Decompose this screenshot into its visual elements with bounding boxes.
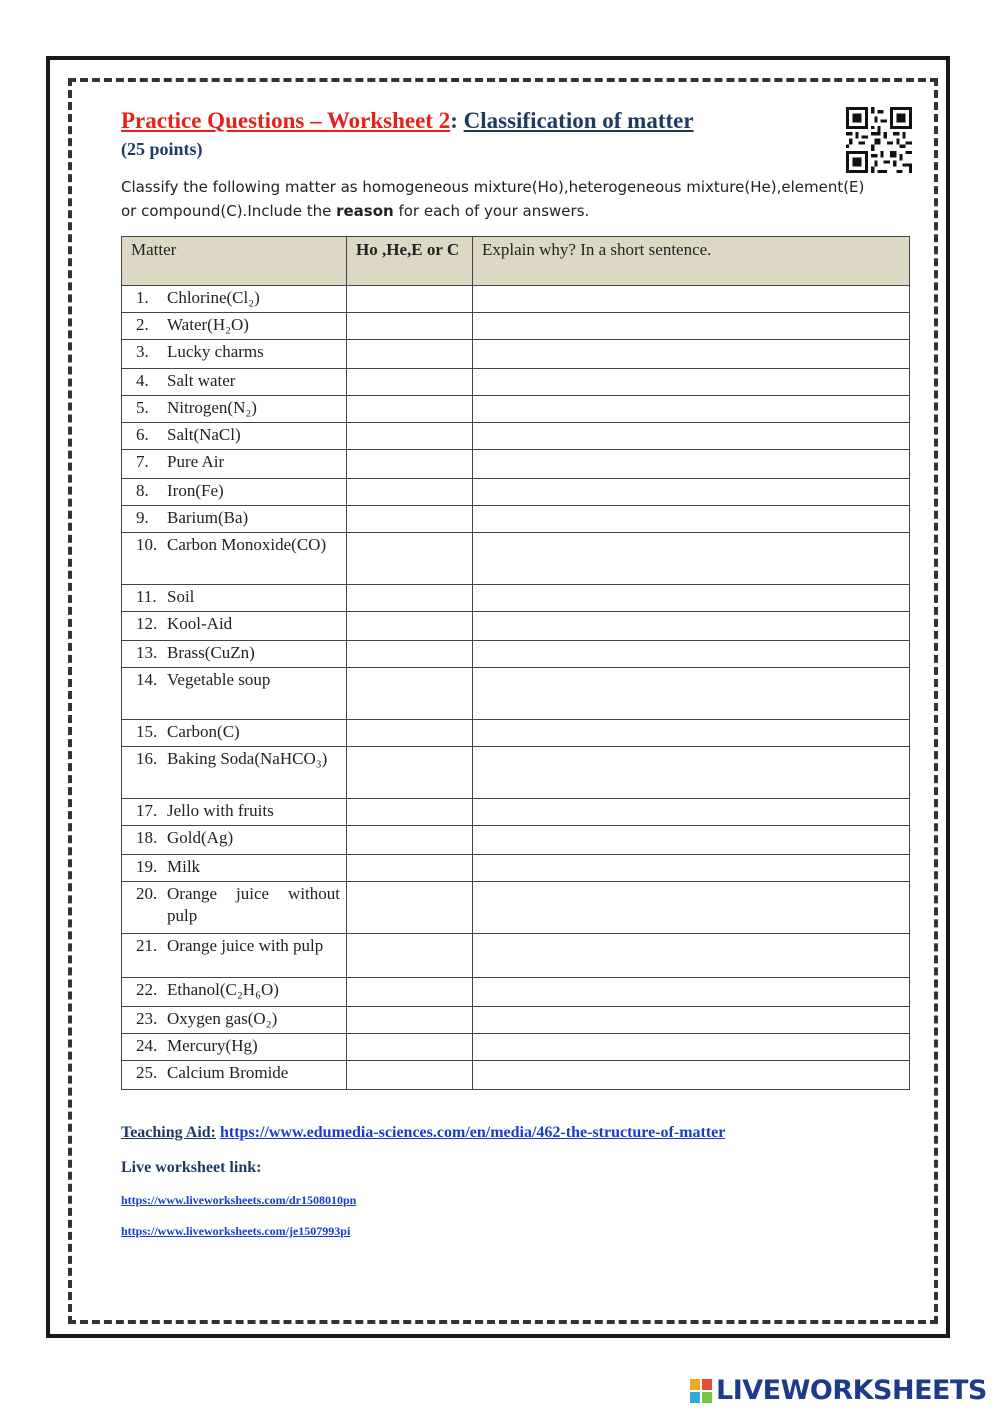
classification-answer-cell[interactable] bbox=[347, 641, 473, 668]
header-matter: Matter bbox=[122, 237, 347, 286]
row-number: 12. bbox=[136, 614, 158, 633]
matter-cell bbox=[122, 668, 347, 720]
table-row bbox=[122, 450, 910, 479]
classification-answer-cell[interactable] bbox=[347, 506, 473, 533]
table-row bbox=[122, 286, 910, 313]
matter-name: Salt(NaCl) bbox=[167, 425, 241, 444]
explanation-answer-cell[interactable] bbox=[473, 423, 910, 450]
row-number: 11. bbox=[136, 587, 157, 606]
matter-name: Salt water bbox=[167, 371, 236, 390]
title-worksheet-number: Practice Questions – Worksheet 2 bbox=[121, 108, 451, 133]
matter-cell bbox=[122, 369, 347, 396]
matter-name: Iron(Fe) bbox=[167, 481, 224, 500]
matter-name: Gold(Ag) bbox=[167, 828, 234, 847]
matter-name: Carbon(C) bbox=[167, 722, 240, 741]
row-number: 25. bbox=[136, 1063, 158, 1082]
matter-cell bbox=[122, 506, 347, 533]
classification-answer-cell[interactable] bbox=[347, 826, 473, 855]
explanation-answer-cell[interactable] bbox=[473, 585, 910, 612]
instructions-line1: Classify the following matter as homogeneous mixture(Ho),heterogeneous mixture(He),element(E) bbox=[121, 178, 865, 196]
explanation-answer-cell[interactable] bbox=[473, 479, 910, 506]
explanation-answer-cell[interactable] bbox=[473, 978, 910, 1007]
row-number: 9. bbox=[136, 508, 149, 527]
classification-answer-cell[interactable] bbox=[347, 369, 473, 396]
explanation-answer-cell[interactable] bbox=[473, 1034, 910, 1061]
row-number: 17. bbox=[136, 801, 158, 820]
points-label: (25 points) bbox=[121, 139, 203, 159]
classification-answer-cell[interactable] bbox=[347, 1034, 473, 1061]
classification-answer-cell[interactable] bbox=[347, 585, 473, 612]
liveworksheets-logo-icon bbox=[690, 1379, 712, 1403]
explanation-answer-cell[interactable] bbox=[473, 313, 910, 340]
explanation-answer-cell[interactable] bbox=[473, 506, 910, 533]
row-number: 8. bbox=[136, 481, 149, 500]
matter-name: Oxygen gas(O₂) bbox=[167, 1009, 278, 1028]
table-row bbox=[122, 978, 910, 1007]
reason-emphasis: reason bbox=[336, 202, 394, 220]
table-row bbox=[122, 369, 910, 396]
worksheet-title: Practice Questions – Worksheet 2: Classification of matter bbox=[121, 108, 694, 133]
matter-cell bbox=[122, 978, 347, 1007]
row-number: 1. bbox=[136, 288, 149, 307]
matter-cell bbox=[122, 855, 347, 882]
matter-cell bbox=[122, 720, 347, 747]
table-row bbox=[122, 882, 910, 934]
table-row bbox=[122, 720, 910, 747]
matter-name: Lucky charms bbox=[167, 342, 264, 361]
explanation-answer-cell[interactable] bbox=[473, 533, 910, 585]
title-topic: Classification of matter bbox=[463, 108, 694, 133]
explanation-answer-cell[interactable] bbox=[473, 720, 910, 747]
table-row bbox=[122, 340, 910, 369]
classification-answer-cell[interactable] bbox=[347, 533, 473, 585]
table-row bbox=[122, 1007, 910, 1034]
explanation-answer-cell[interactable] bbox=[473, 286, 910, 313]
matter-cell bbox=[122, 1061, 347, 1090]
classification-answer-cell[interactable] bbox=[347, 978, 473, 1007]
row-number: 22. bbox=[136, 980, 158, 999]
table-row bbox=[122, 585, 910, 612]
matter-name: Chlorine(Cl₂) bbox=[167, 288, 260, 307]
explanation-answer-cell[interactable] bbox=[473, 1061, 910, 1090]
row-number: 15. bbox=[136, 722, 158, 741]
explanation-answer-cell[interactable] bbox=[473, 612, 910, 641]
row-number: 19. bbox=[136, 857, 158, 876]
row-number: 7. bbox=[136, 452, 149, 471]
classification-answer-cell[interactable] bbox=[347, 450, 473, 479]
classification-answer-cell[interactable] bbox=[347, 720, 473, 747]
classification-answer-cell[interactable] bbox=[347, 882, 473, 934]
matter-cell bbox=[122, 799, 347, 826]
classification-answer-cell[interactable] bbox=[347, 1061, 473, 1090]
explanation-answer-cell[interactable] bbox=[473, 934, 910, 978]
teaching-aid: Teaching Aid: https://www.edumedia-sciences.com/en/media/462-the-structure-of-matter bbox=[121, 1124, 726, 1141]
table-row bbox=[122, 1034, 910, 1061]
table-row bbox=[122, 506, 910, 533]
matter-cell bbox=[122, 882, 347, 934]
matter-name: Orange juice without pulp bbox=[167, 884, 340, 925]
header-classification: Ho ,He,E or C bbox=[347, 237, 473, 286]
matter-cell bbox=[122, 396, 347, 423]
matter-name: Brass(CuZn) bbox=[167, 643, 255, 662]
brand-text: LIVEWORKSHEETS bbox=[716, 1375, 987, 1406]
classification-answer-cell[interactable] bbox=[347, 855, 473, 882]
row-number: 21. bbox=[136, 936, 158, 955]
row-number: 18. bbox=[136, 828, 158, 847]
table-row bbox=[122, 934, 910, 978]
matter-cell bbox=[122, 286, 347, 313]
classification-answer-cell[interactable] bbox=[347, 286, 473, 313]
row-number: 16. bbox=[136, 749, 158, 768]
row-number: 24. bbox=[136, 1036, 158, 1055]
table-row bbox=[122, 747, 910, 799]
matter-cell bbox=[122, 533, 347, 585]
row-number: 5. bbox=[136, 398, 149, 417]
matter-cell bbox=[122, 423, 347, 450]
explanation-answer-cell[interactable] bbox=[473, 668, 910, 720]
matter-name: Baking Soda(NaHCO₃) bbox=[167, 749, 328, 768]
explanation-answer-cell[interactable] bbox=[473, 396, 910, 423]
row-number: 20. bbox=[136, 884, 158, 903]
explanation-answer-cell[interactable] bbox=[473, 369, 910, 396]
row-number: 4. bbox=[136, 371, 149, 390]
classification-answer-cell[interactable] bbox=[347, 934, 473, 978]
matter-name: Ethanol(C₂H₆O) bbox=[167, 980, 279, 999]
matter-cell bbox=[122, 585, 347, 612]
matter-name: Pure Air bbox=[167, 452, 225, 471]
matter-cell bbox=[122, 450, 347, 479]
matter-name: Calcium Bromide bbox=[167, 1063, 289, 1082]
explanation-answer-cell[interactable] bbox=[473, 747, 910, 799]
matter-classification-table bbox=[121, 236, 910, 1090]
classification-answer-cell[interactable] bbox=[347, 1007, 473, 1034]
table-row bbox=[122, 612, 910, 641]
instructions-line2: or compound(C).Include the reason for each of your answers. bbox=[121, 202, 590, 220]
explanation-answer-cell[interactable] bbox=[473, 340, 910, 369]
matter-name: Milk bbox=[167, 857, 201, 876]
explanation-answer-cell[interactable] bbox=[473, 799, 910, 826]
row-number: 23. bbox=[136, 1009, 158, 1028]
explanation-answer-cell[interactable] bbox=[473, 1007, 910, 1034]
table-row bbox=[122, 479, 910, 506]
classification-answer-cell[interactable] bbox=[347, 313, 473, 340]
table-row bbox=[122, 423, 910, 450]
live-worksheet-link-2[interactable]: https://www.liveworksheets.com/je1507993pi bbox=[121, 1224, 351, 1238]
explanation-answer-cell[interactable] bbox=[473, 826, 910, 855]
matter-cell bbox=[122, 612, 347, 641]
matter-name: Soil bbox=[167, 587, 195, 606]
classification-answer-cell[interactable] bbox=[347, 423, 473, 450]
live-worksheet-label: Live worksheet link: bbox=[121, 1159, 262, 1176]
live-worksheet-link-1[interactable]: https://www.liveworksheets.com/dr1508010pn bbox=[121, 1193, 357, 1207]
table-row bbox=[122, 668, 910, 720]
table-row bbox=[122, 799, 910, 826]
table-row bbox=[122, 533, 910, 585]
matter-name: Jello with fruits bbox=[167, 801, 274, 820]
matter-name: Mercury(Hg) bbox=[167, 1036, 258, 1055]
row-number: 2. bbox=[136, 315, 149, 334]
table-row bbox=[122, 641, 910, 668]
explanation-answer-cell[interactable] bbox=[473, 855, 910, 882]
row-number: 13. bbox=[136, 643, 158, 662]
table-row bbox=[122, 855, 910, 882]
matter-cell bbox=[122, 747, 347, 799]
classification-answer-cell[interactable] bbox=[347, 396, 473, 423]
instructions bbox=[121, 175, 881, 223]
header-explanation: Explain why? In a short sentence. bbox=[473, 237, 910, 286]
row-number: 14. bbox=[136, 670, 158, 689]
table-row bbox=[122, 826, 910, 855]
row-number: 3. bbox=[136, 342, 149, 361]
matter-name: Carbon Monoxide(CO) bbox=[167, 535, 327, 554]
matter-name: Kool-Aid bbox=[167, 614, 233, 633]
qr-code-icon[interactable] bbox=[846, 107, 912, 173]
matter-name: Vegetable soup bbox=[167, 670, 271, 689]
matter-cell bbox=[122, 479, 347, 506]
classification-answer-cell[interactable] bbox=[347, 799, 473, 826]
matter-name: Water(H₂O) bbox=[167, 315, 249, 334]
classification-answer-cell[interactable] bbox=[347, 479, 473, 506]
teaching-aid-link[interactable]: https://www.edumedia-sciences.com/en/media/462-the-structure-of-matter bbox=[220, 1124, 726, 1141]
matter-name: Barium(Ba) bbox=[167, 508, 249, 527]
classification-answer-cell[interactable] bbox=[347, 747, 473, 799]
table-row bbox=[122, 1061, 910, 1090]
matter-cell bbox=[122, 1007, 347, 1034]
explanation-answer-cell[interactable] bbox=[473, 882, 910, 934]
matter-name: Nitrogen(N₂) bbox=[167, 398, 257, 417]
classification-answer-cell[interactable] bbox=[347, 340, 473, 369]
liveworksheets-brand[interactable] bbox=[690, 1375, 987, 1406]
explanation-answer-cell[interactable] bbox=[473, 450, 910, 479]
matter-cell bbox=[122, 313, 347, 340]
matter-cell bbox=[122, 1034, 347, 1061]
row-number: 6. bbox=[136, 425, 149, 444]
row-number: 10. bbox=[136, 535, 158, 554]
matter-name: Orange juice with pulp bbox=[167, 936, 324, 955]
classification-answer-cell[interactable] bbox=[347, 612, 473, 641]
table-row bbox=[122, 313, 910, 340]
explanation-answer-cell[interactable] bbox=[473, 641, 910, 668]
matter-cell bbox=[122, 934, 347, 978]
matter-cell bbox=[122, 641, 347, 668]
matter-cell bbox=[122, 340, 347, 369]
matter-cell bbox=[122, 826, 347, 855]
classification-answer-cell[interactable] bbox=[347, 668, 473, 720]
table-row bbox=[122, 396, 910, 423]
